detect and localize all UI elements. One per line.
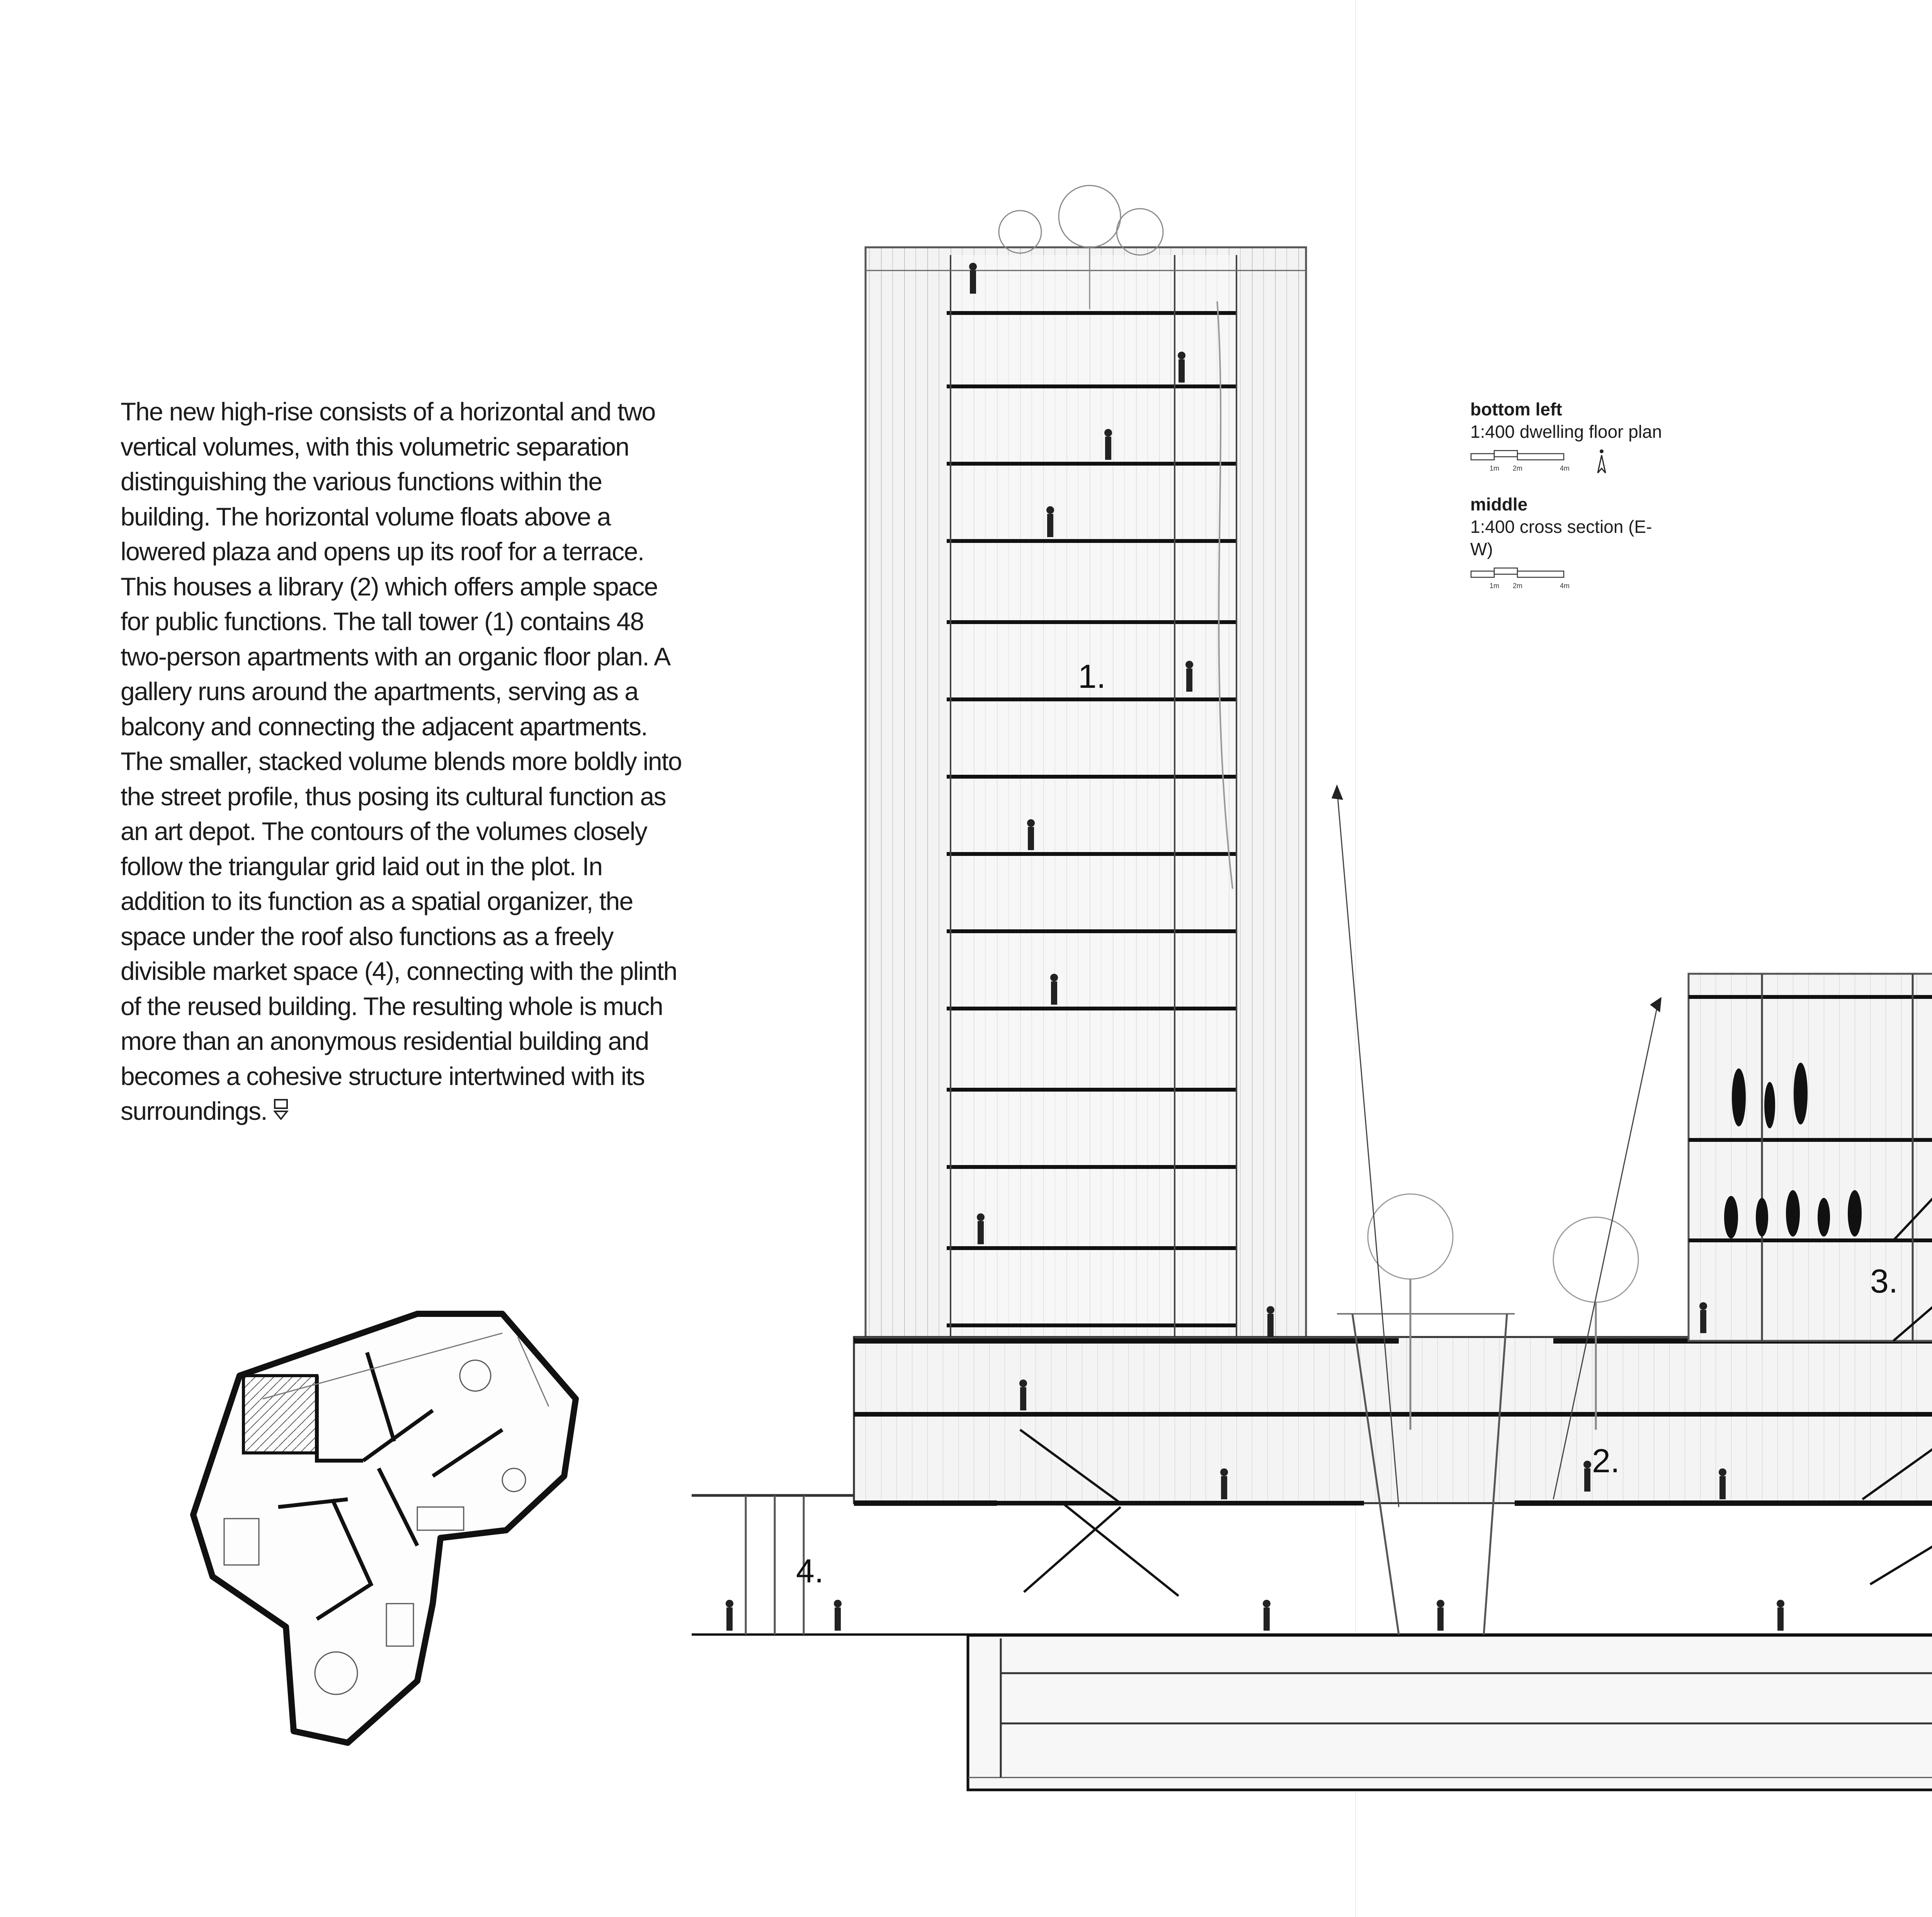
caption-heading: bottom left — [1470, 399, 1562, 419]
pointer-arrow — [1332, 784, 1343, 800]
residential-tower — [866, 185, 1306, 1341]
scale-tick-4: 4m — [1560, 582, 1570, 590]
label-library: 2. — [1592, 1442, 1620, 1480]
scale-tick-1: 1m — [1490, 582, 1500, 590]
scale-tick-2: 2m — [1513, 464, 1523, 472]
intro-text: The new high-rise consists of a horizontal and two vertical volumes, with this volumetric separation distinguishing the various functions within the building. The horizontal volume floats above a lowered plaza and opens up its roof for a terrace. This houses a library (2) which offers ample space for public functions. The tall tower (1) contains 48 two-person apartments with an organic floor plan. A gallery runs around the apartments, serving as a balcony and connecting the adjacent apartments. The smaller, stacked volume blends more boldly into the street profile, thus posing its cultural function as an art depot. The contours of the volumes closely follow the triangular grid laid out in the plot. In addition to its function as a spatial organizer, the space under the roof also functions as a freely divisible market space (4), connecting with the plinth of the reused building. The resulting whole is much more than an anonymous residential building and becomes a cohesive structure intertwined with its surroundings. — [121, 397, 682, 1125]
caption-text: 1:400 cross section (E-W) — [1470, 517, 1652, 559]
cross-section-drawing — [692, 185, 1932, 1790]
label-museum: 3. — [1870, 1263, 1898, 1300]
scale-tick-1: 1m — [1490, 464, 1500, 472]
library-volume — [854, 1337, 1932, 1596]
basement — [968, 1635, 1932, 1790]
caption-text: 1:400 dwelling floor plan — [1470, 422, 1662, 442]
scale-tick-4: 4m — [1560, 464, 1570, 472]
label-market: 4. — [796, 1553, 824, 1590]
caption-heading: middle — [1470, 494, 1528, 514]
label-tower: 1. — [1078, 658, 1106, 695]
floor-plan-drawing — [193, 1314, 576, 1743]
pointer-arrow — [1650, 997, 1662, 1012]
scale-tick-2: 2m — [1513, 582, 1523, 590]
